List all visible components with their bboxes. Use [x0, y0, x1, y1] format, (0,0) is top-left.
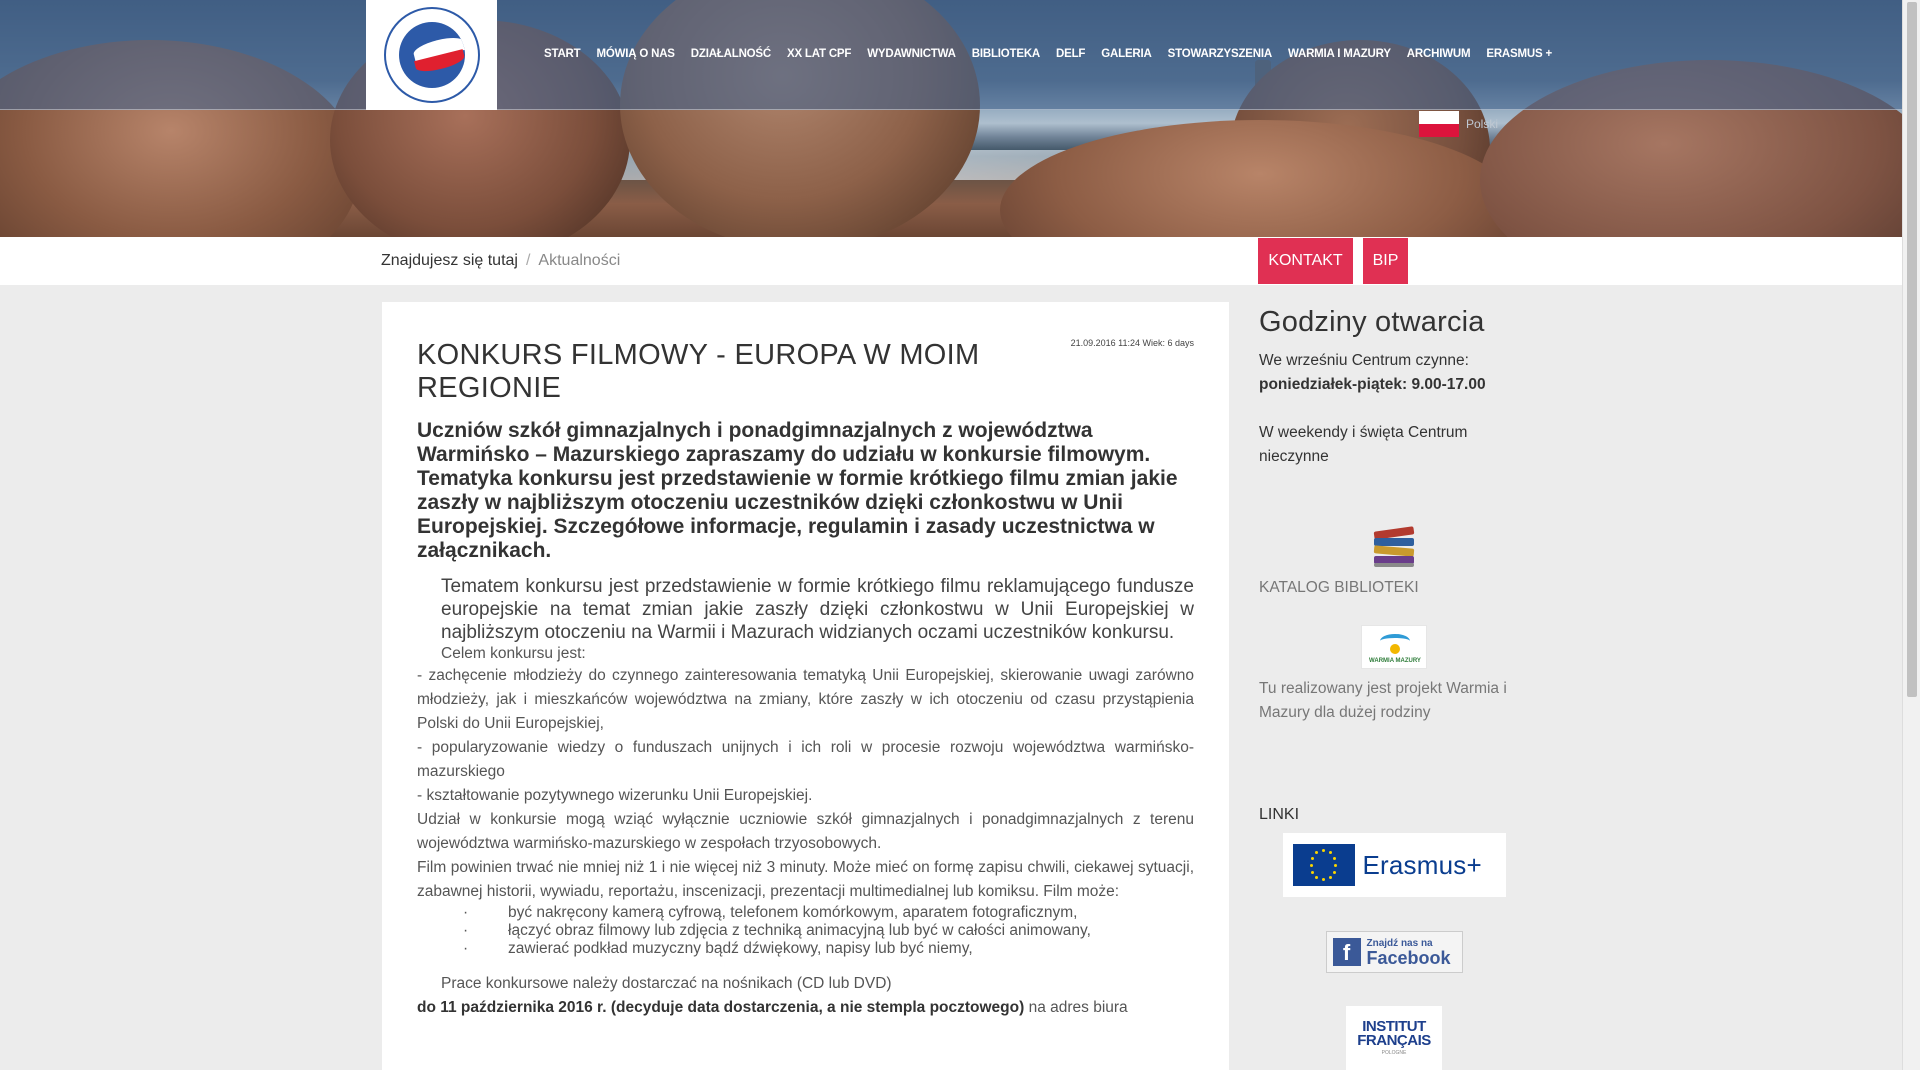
goal-heading: Celem konkursu jest: [441, 645, 586, 662]
article-title: KONKURS FILMOWY - EUROPA W MOIM REGIONIE [417, 339, 980, 404]
erasmus-label: Erasmus+ [1362, 849, 1482, 880]
institut-line2: FRANÇAIS [1357, 1032, 1431, 1049]
menu-item-xx-lat-cpf[interactable]: XX LAT CPF [787, 48, 852, 60]
submission-text: Prace konkursowe należy dostarczać na nośnikach (CD lub DVD) [441, 975, 892, 992]
opening-hours-days: poniedziałek-piątek: 9.00-17.00 [1259, 376, 1486, 393]
breadcrumb-prefix: Znajdujesz się tutaj [381, 252, 518, 269]
menu-item-delf[interactable]: DELF [1056, 48, 1086, 60]
warmia-mazury-logo-text: WARMIA MAZURY [1369, 658, 1421, 664]
bullet-text: zawierać podkład muzyczny bądź dźwiękowy, napisy lub być niemy, [508, 940, 973, 957]
logo-wave-icon [399, 22, 465, 88]
books-icon[interactable] [1368, 525, 1420, 571]
bullet-dot: · [463, 904, 469, 921]
eu-flag-icon [1293, 844, 1355, 886]
goal-item: - popularyzowanie wiedzy o funduszach unijnych i ich roli w procesie rozwoju województwa warmińsko-mazurskiego [417, 739, 1194, 780]
page-scrollbar[interactable] [1902, 0, 1920, 1070]
bullet-item [417, 940, 1194, 958]
site-logo[interactable] [366, 0, 497, 110]
menu-item-mowia-o-nas[interactable]: MÓWIĄ O NAS [596, 48, 675, 60]
menu-item-biblioteka[interactable]: BIBLIOTEKA [971, 48, 1041, 60]
goal-item: - zachęcenie młodzieży do czynnego zainteresowania tematyką Unii Europejskiej, skierowanie uwagi zarówno młodzieży, jak i mieszkańców województwa na zmiany, które zaszły w ich otoczeniu od czasu przystąpienia Polski do Unii Europejskiej, [417, 667, 1194, 732]
warmia-mazury-project[interactable] [1259, 625, 1529, 725]
article-meta: 21.09.2016 11:24 Wiek: 6 days [1070, 338, 1194, 348]
article-card [382, 302, 1229, 1070]
facebook-big-text: Facebook [1366, 947, 1451, 968]
menu-item-archiwum[interactable]: ARCHIWUM [1406, 48, 1471, 60]
article-intro: Tematem konkursu jest przedstawienie w formie krótkiego filmu reklamującego fundusze europejskie na temat zmian jakie zaszły dzięki członkostwu w Unii Europejskiej w najbliższym otoczeniu na Warmii i Mazurach widzianych oczami uczestników konkursu. [441, 576, 1194, 643]
menu-item-galeria[interactable]: GALERIA [1101, 48, 1152, 60]
menu-item-dzialalnosc[interactable]: DZIAŁALNOŚĆ [690, 48, 771, 60]
facebook-icon: f [1333, 938, 1361, 966]
bullet-text: być nakręcony kamerą cyfrową, telefonem komórkowym, aparatem fotograficznym, [508, 904, 1078, 921]
participation-text: Udział w konkursie mogą wziąć wyłącznie uczniowie szkół gimnazjalnych i ponadgimnazjalnych z terenu województwa warmińsko-mazurskiego w zespołach trzyosobowych. [417, 811, 1194, 852]
links-title: LINKI [1259, 806, 1300, 823]
kontakt-button[interactable]: KONTAKT [1258, 238, 1353, 284]
bullet-text: łączyć obraz filmowy lub zdjęcia z techniką animacyjną lub być w całości animowany, [508, 922, 1091, 939]
menu-item-wydawnictwa[interactable]: WYDAWNICTWA [867, 48, 956, 60]
sidebar [1259, 302, 1529, 1070]
polish-flag-icon[interactable] [1419, 111, 1459, 137]
hero-banner [0, 0, 1902, 237]
breadcrumb-bar [0, 237, 1902, 285]
institut-sub: POLOGNE [1381, 1050, 1407, 1056]
bullet-item [417, 922, 1194, 940]
goal-item: - kształtowanie pozytywnego wizerunku Unii Europejskiej. [417, 787, 813, 804]
erasmus-banner[interactable] [1283, 833, 1506, 897]
deadline-bold: do 11 października 2016 r. (decyduje data dostarczenia, a nie stempla pocztowego) [417, 999, 1025, 1016]
logo-emblem [384, 7, 480, 103]
facebook-badge[interactable] [1326, 931, 1463, 973]
deadline-rest: na adres biura [1024, 999, 1128, 1016]
catalog-label[interactable]: KATALOG BIBLIOTEKI [1259, 579, 1419, 596]
menu-item-warmia-i-mazury[interactable]: WARMIA I MAZURY [1287, 48, 1391, 60]
facebook-small-text: Znajdź nas na [1366, 937, 1433, 949]
bullet-item [417, 904, 1194, 922]
breadcrumb-separator: / [525, 252, 531, 269]
opening-hours-title: Godziny otwarcia [1259, 306, 1485, 338]
article-lead: Uczniów szkół gimnazjalnych i ponadgimnazjalnych z województwa Warmińsko – Mazurskiego zapraszamy do udziału w konkursie filmowym. Tematyka konkursu jest przedstawienie w formie krótkiego filmu zmian jakie zaszły w najbliższym otoczeniu uczestników dzięki członkostwu w Unii Europejskiej. Szczegółowe informacje, regulamin i zasady uczestnictwa w załącznikach. [417, 419, 1178, 562]
breadcrumb [381, 252, 620, 270]
opening-hours-line: We wrześniu Centrum czynne: [1259, 352, 1469, 369]
language-label[interactable]: Polski [1466, 117, 1499, 131]
film-rules-text: Film powinien trwać nie mniej niż 1 i nie więcej niż 3 minuty. Może mieć on formę zapisu chwili, ciekawej sytuacji, zabawnej historii, wywiadu, reportażu, inscenizacji, prezentacji multimedialnej lub komiksu. Film może: [417, 859, 1194, 900]
institut-francais-logo[interactable] [1346, 1006, 1442, 1070]
bullet-dot: · [463, 922, 469, 939]
catalog-link[interactable] [1259, 525, 1529, 597]
menu-item-erasmus[interactable]: ERASMUS + [1486, 48, 1552, 60]
bullet-dot: · [463, 940, 469, 957]
breadcrumb-current[interactable]: Aktualności [538, 252, 621, 269]
scrollbar-thumb[interactable] [1907, 2, 1917, 697]
menu-item-stowarzyszenia[interactable]: STOWARZYSZENIA [1167, 48, 1272, 60]
bip-button[interactable]: BIP [1363, 238, 1408, 284]
weekend-info: W weekendy i święta Centrum nieczynne [1259, 424, 1468, 465]
menu-item-start[interactable]: START [544, 48, 581, 60]
facebook-text [1367, 938, 1451, 967]
top-navigation [0, 0, 1902, 110]
deadline-text [417, 996, 1194, 1020]
warmia-mazury-logo[interactable] [1361, 625, 1427, 669]
project-text: Tu realizowany jest projekt Warmia i Mazury dla dużej rodziny [1259, 680, 1507, 721]
institut-line1: INSTITUT [1362, 1018, 1426, 1035]
main-menu [544, 48, 1568, 60]
